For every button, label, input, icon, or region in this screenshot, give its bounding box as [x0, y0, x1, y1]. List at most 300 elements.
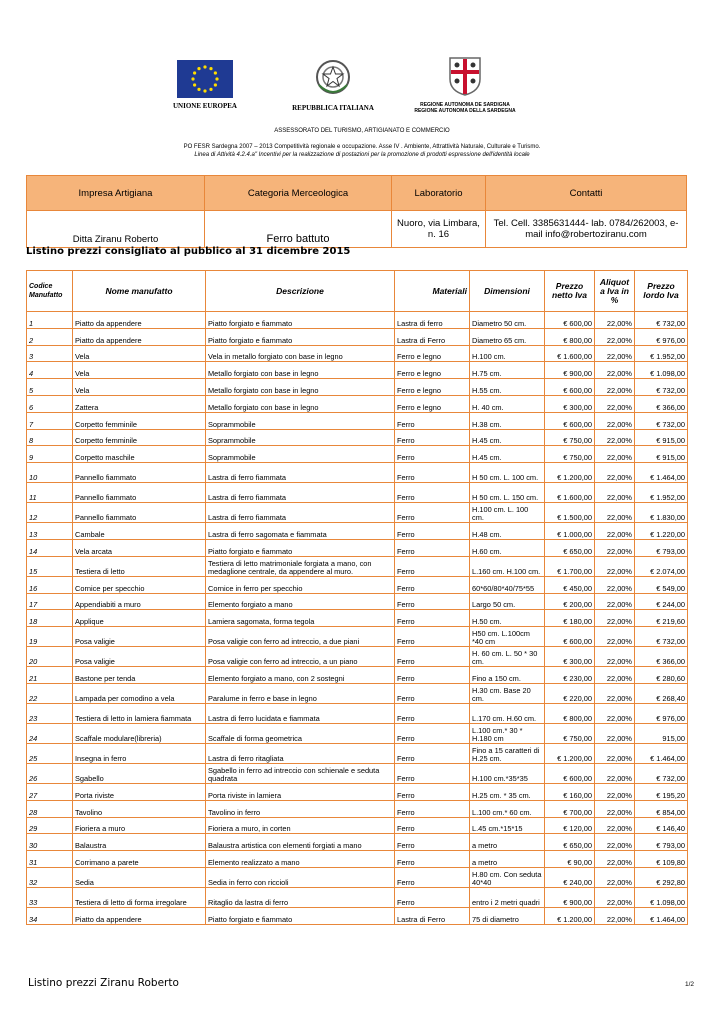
gross-price-cell: € 1.464,00 [635, 743, 688, 763]
name-cell: Balaustra [73, 834, 206, 851]
net-price-cell: € 230,00 [545, 667, 595, 684]
table-row [27, 703, 688, 723]
vat-cell: 22,00% [595, 834, 635, 851]
table-row [27, 328, 688, 345]
vat-cell: 22,00% [595, 667, 635, 684]
dimension-cell: H.75 cm. [470, 362, 545, 379]
code-cell: 14 [27, 539, 73, 556]
name-cell: Tavolino [73, 800, 206, 817]
code-cell: 15 [27, 556, 73, 576]
material-cell: Ferro e legno [395, 379, 470, 396]
dimension-cell: H.48 cm. [470, 523, 545, 540]
linea-line: Linea di Attività 4.2.4.a" Incentivi per la realizzazione di postazioni per la promozione di prodotti espressione dell'identità locale [194, 152, 530, 158]
gross-price-cell: € 2.074,00 [635, 556, 688, 576]
table-row [27, 763, 688, 783]
vat-cell: 22,00% [595, 503, 635, 523]
material-cell: Ferro [395, 703, 470, 723]
col-header: Prezzo lordo Iva [635, 271, 688, 312]
net-price-cell: € 240,00 [545, 867, 595, 887]
name-cell: Piatto da appendere [73, 312, 206, 329]
col-header: Dimensioni [470, 271, 545, 312]
price-table-header [27, 271, 688, 312]
eu-star [209, 88, 212, 91]
name-cell: Sgabello [73, 763, 206, 783]
table-row [27, 723, 688, 743]
dimension-cell: H.100 cm. [470, 345, 545, 362]
vat-cell: 22,00% [595, 379, 635, 396]
vat-cell: 22,00% [595, 907, 635, 924]
code-cell: 21 [27, 667, 73, 684]
vat-cell: 22,00% [595, 429, 635, 446]
material-cell: Ferro [395, 503, 470, 523]
description-cell: Lastra di ferro lucidata e fiammata [206, 703, 395, 723]
name-cell: Sedia [73, 867, 206, 887]
net-price-cell: € 450,00 [545, 576, 595, 593]
col-header: Prezzo netto Iva [545, 271, 595, 312]
code-cell: 24 [27, 723, 73, 743]
net-price-cell: € 120,00 [545, 817, 595, 834]
description-cell: Ritaglio da lastra di ferro [206, 887, 395, 907]
gross-price-cell: € 268,40 [635, 683, 688, 703]
description-cell: Metallo forgiato con base in legno [206, 395, 395, 412]
code-cell: 25 [27, 743, 73, 763]
net-price-cell: € 1.000,00 [545, 523, 595, 540]
dimension-cell: H50 cm. L.100cm *40 cm [470, 627, 545, 647]
table-row [27, 463, 688, 483]
vat-cell: 22,00% [595, 556, 635, 576]
code-cell: 16 [27, 576, 73, 593]
info-header-cell: Categoria Merceologica [205, 176, 392, 211]
vat-cell: 22,00% [595, 647, 635, 667]
col-header: Nome manufatto [73, 271, 206, 312]
col-header: Materiali [395, 271, 470, 312]
material-cell: Ferro [395, 463, 470, 483]
info-impresa: Ditta Ziranu Roberto [27, 211, 205, 248]
price-table [26, 270, 688, 925]
name-cell: Lampada per comodino a vela [73, 683, 206, 703]
name-cell: Cornice per specchio [73, 576, 206, 593]
name-cell: Zattera [73, 395, 206, 412]
info-laboratorio: Nuoro, via Limbara, n. 16 [392, 211, 486, 248]
net-price-cell: € 1.200,00 [545, 907, 595, 924]
net-price-cell: € 650,00 [545, 539, 595, 556]
vat-cell: 22,00% [595, 783, 635, 800]
eu-caption: UNIONE EUROPEA [173, 102, 237, 110]
material-cell: Ferro [395, 834, 470, 851]
dimension-cell: H 50 cm. L. 100 cm. [470, 463, 545, 483]
gross-price-cell: € 793,00 [635, 834, 688, 851]
description-cell: Piatto forgiato e fiammato [206, 328, 395, 345]
description-cell: Piatto forgiato e fiammato [206, 907, 395, 924]
vat-cell: 22,00% [595, 362, 635, 379]
table-row [27, 576, 688, 593]
info-header-row [27, 176, 687, 211]
code-cell: 34 [27, 907, 73, 924]
vat-cell: 22,00% [595, 763, 635, 783]
vat-cell: 22,00% [595, 593, 635, 610]
code-cell: 7 [27, 412, 73, 429]
eu-logo-block [165, 55, 245, 110]
dimension-cell: entro i 2 metri quadri [470, 887, 545, 907]
material-cell: Lastra di Ferro [395, 328, 470, 345]
table-row [27, 395, 688, 412]
material-cell: Ferro [395, 593, 470, 610]
gross-price-cell: € 1.464,00 [635, 907, 688, 924]
dimension-cell: L.100 cm.* 60 cm. [470, 800, 545, 817]
eu-star [203, 89, 206, 92]
material-cell: Ferro [395, 412, 470, 429]
dimension-cell: H.25 cm. * 35 cm. [470, 783, 545, 800]
name-cell: Applique [73, 610, 206, 627]
dimension-cell: H.50 cm. [470, 610, 545, 627]
net-price-cell: € 1.600,00 [545, 483, 595, 503]
code-cell: 23 [27, 703, 73, 723]
description-cell: Testiera di letto matrimoniale forgiata a mano, con medaglione centrale, da appendere al muro. [206, 556, 395, 576]
eu-star [214, 71, 217, 74]
sardegna-caption-2: REGIONE AUTONOMA DELLA SARDEGNA [414, 108, 516, 114]
net-price-cell: € 1.500,00 [545, 503, 595, 523]
name-cell: Pannello fiammato [73, 483, 206, 503]
table-row [27, 362, 688, 379]
vat-cell: 22,00% [595, 483, 635, 503]
name-cell: Scaffale modulare(libreria) [73, 723, 206, 743]
gross-price-cell: € 1.464,00 [635, 463, 688, 483]
net-price-cell: € 600,00 [545, 763, 595, 783]
table-row [27, 817, 688, 834]
code-cell: 4 [27, 362, 73, 379]
gross-price-cell: € 915,00 [635, 446, 688, 463]
it-caption: REPUBBLICA ITALIANA [292, 104, 374, 112]
gross-price-cell: € 195,20 [635, 783, 688, 800]
dimension-cell: L.100 cm.* 30 * H.180 cm [470, 723, 545, 743]
dimension-cell: Diametro 50 cm. [470, 312, 545, 329]
price-list-title: Listino prezzi consigliato al pubblico al 31 dicembre 2015 [26, 246, 351, 257]
description-cell: Metallo forgiato con base in legno [206, 362, 395, 379]
description-cell: Soprammobile [206, 429, 395, 446]
code-cell: 1 [27, 312, 73, 329]
table-row [27, 539, 688, 556]
table-row [27, 483, 688, 503]
code-cell: 27 [27, 783, 73, 800]
description-cell: Sgabello in ferro ad intreccio con schienale e seduta quadrata [206, 763, 395, 783]
code-cell: 12 [27, 503, 73, 523]
gross-price-cell: € 366,00 [635, 395, 688, 412]
vat-cell: 22,00% [595, 446, 635, 463]
dimension-cell: L.170 cm. H.60 cm. [470, 703, 545, 723]
vat-cell: 22,00% [595, 703, 635, 723]
dimension-cell: a metro [470, 851, 545, 868]
gross-price-cell: € 244,00 [635, 593, 688, 610]
material-cell: Ferro e legno [395, 345, 470, 362]
table-row [27, 834, 688, 851]
vat-cell: 22,00% [595, 867, 635, 887]
net-price-cell: € 300,00 [545, 395, 595, 412]
net-price-cell: € 800,00 [545, 703, 595, 723]
dimension-cell: L.45 cm.*15*15 [470, 817, 545, 834]
name-cell: Pannello fiammato [73, 503, 206, 523]
net-price-cell: € 1.200,00 [545, 463, 595, 483]
description-cell: Elemento forgiato a mano [206, 593, 395, 610]
code-cell: 20 [27, 647, 73, 667]
material-cell: Ferro [395, 576, 470, 593]
material-cell: Ferro [395, 523, 470, 540]
description-cell: Fioriera a muro, in corten [206, 817, 395, 834]
description-cell: Vela in metallo forgiato con base in legno [206, 345, 395, 362]
col-header: Aliquot a Iva in % [595, 271, 635, 312]
gross-price-cell: € 915,00 [635, 429, 688, 446]
name-cell: Posa valigie [73, 647, 206, 667]
gross-price-cell: € 1.220,00 [635, 523, 688, 540]
dimension-cell: H.80 cm. Con seduta 40*40 [470, 867, 545, 887]
gross-price-cell: € 366,00 [635, 647, 688, 667]
info-value-row [27, 211, 687, 248]
description-cell: Soprammobile [206, 446, 395, 463]
dimension-cell: Largo 50 cm. [470, 593, 545, 610]
it-logo-block [283, 55, 383, 112]
description-cell: Porta riviste in lamiera [206, 783, 395, 800]
name-cell: Insegna in ferro [73, 743, 206, 763]
gross-price-cell: € 976,00 [635, 703, 688, 723]
description-cell: Piatto forgiato e fiammato [206, 312, 395, 329]
table-row [27, 907, 688, 924]
code-cell: 5 [27, 379, 73, 396]
dimension-cell: H.100 cm.*35*35 [470, 763, 545, 783]
net-price-cell: € 160,00 [545, 783, 595, 800]
dimension-cell: Diametro 65 cm. [470, 328, 545, 345]
eu-star [209, 67, 212, 70]
code-cell: 10 [27, 463, 73, 483]
gross-price-cell: € 732,00 [635, 379, 688, 396]
vat-cell: 22,00% [595, 312, 635, 329]
dimension-cell: H. 60 cm. L. 50 * 30 cm. [470, 647, 545, 667]
code-cell: 28 [27, 800, 73, 817]
net-price-cell: € 600,00 [545, 312, 595, 329]
material-cell: Ferro [395, 723, 470, 743]
gross-price-cell: € 732,00 [635, 763, 688, 783]
gross-price-cell: € 732,00 [635, 412, 688, 429]
table-row [27, 429, 688, 446]
code-cell: 30 [27, 834, 73, 851]
gross-price-cell: € 793,00 [635, 539, 688, 556]
info-header-cell: Laboratorio [392, 176, 486, 211]
info-categoria: Ferro battuto [205, 211, 392, 248]
material-cell: Ferro [395, 483, 470, 503]
description-cell: Sedia in ferro con riccioli [206, 867, 395, 887]
name-cell: Vela [73, 345, 206, 362]
table-row [27, 523, 688, 540]
material-cell: Ferro [395, 743, 470, 763]
name-cell: Pannello fiammato [73, 463, 206, 483]
eu-star [214, 83, 217, 86]
material-cell: Ferro [395, 610, 470, 627]
table-row [27, 887, 688, 907]
eu-star [193, 83, 196, 86]
dimension-cell: H.38 cm. [470, 412, 545, 429]
code-cell: 8 [27, 429, 73, 446]
material-cell: Ferro [395, 556, 470, 576]
info-header-cell: Impresa Artigiana [27, 176, 205, 211]
name-cell: Piatto da appendere [73, 907, 206, 924]
vat-cell: 22,00% [595, 887, 635, 907]
table-row [27, 851, 688, 868]
dimension-cell: Fino a 15 caratteri di H.25 cm. [470, 743, 545, 763]
eu-star [197, 67, 200, 70]
material-cell: Ferro [395, 683, 470, 703]
code-cell: 29 [27, 817, 73, 834]
net-price-cell: € 1.600,00 [545, 345, 595, 362]
net-price-cell: € 800,00 [545, 328, 595, 345]
gross-price-cell: € 109,80 [635, 851, 688, 868]
name-cell: Posa valigie [73, 627, 206, 647]
net-price-cell: € 700,00 [545, 800, 595, 817]
name-cell: Porta riviste [73, 783, 206, 800]
table-row [27, 610, 688, 627]
name-cell: Bastone per tenda [73, 667, 206, 684]
eu-star [191, 77, 194, 80]
page-number: 1/2 [685, 981, 695, 988]
description-cell: Elemento forgiato a mano, con 2 sostegni [206, 667, 395, 684]
description-cell: Balaustra artistica con elementi forgiati a mano [206, 834, 395, 851]
material-cell: Lastra di Ferro [395, 907, 470, 924]
table-row [27, 800, 688, 817]
description-cell: Lastra di ferro fiammata [206, 483, 395, 503]
eu-star [197, 88, 200, 91]
material-cell: Ferro [395, 446, 470, 463]
net-price-cell: € 600,00 [545, 627, 595, 647]
table-row [27, 783, 688, 800]
table-row [27, 667, 688, 684]
col-header: Codice Manufatto [27, 271, 73, 312]
dimension-cell: L.160 cm. H.100 cm. [470, 556, 545, 576]
dimension-cell: 75 di diametro [470, 907, 545, 924]
vat-cell: 22,00% [595, 345, 635, 362]
gross-price-cell: € 146,40 [635, 817, 688, 834]
material-cell: Ferro e legno [395, 395, 470, 412]
description-cell: Posa valigie con ferro ad intreccio, a un piano [206, 647, 395, 667]
material-cell: Ferro [395, 817, 470, 834]
table-row [27, 647, 688, 667]
description-cell: Soprammobile [206, 412, 395, 429]
footer-text: Listino prezzi Ziranu Roberto [28, 977, 179, 989]
vat-cell: 22,00% [595, 412, 635, 429]
name-cell: Corpetto femminile [73, 429, 206, 446]
name-cell: Vela arcata [73, 539, 206, 556]
code-cell: 2 [27, 328, 73, 345]
code-cell: 18 [27, 610, 73, 627]
net-price-cell: € 750,00 [545, 446, 595, 463]
name-cell: Vela [73, 362, 206, 379]
dimension-cell: 60*60/80*40/75*55 [470, 576, 545, 593]
name-cell: Fioriera a muro [73, 817, 206, 834]
net-price-cell: € 600,00 [545, 412, 595, 429]
vat-cell: 22,00% [595, 576, 635, 593]
code-cell: 26 [27, 763, 73, 783]
gross-price-cell: € 549,00 [635, 576, 688, 593]
name-cell: Appendiabiti a muro [73, 593, 206, 610]
net-price-cell: € 650,00 [545, 834, 595, 851]
gross-price-cell: 915,00 [635, 723, 688, 743]
table-row [27, 627, 688, 647]
description-cell: Scaffale di forma geometrica [206, 723, 395, 743]
dimension-cell: H.30 cm. Base 20 cm. [470, 683, 545, 703]
gross-price-cell: € 854,00 [635, 800, 688, 817]
eu-star [215, 77, 218, 80]
dimension-cell: H.60 cm. [470, 539, 545, 556]
material-cell: Ferro [395, 627, 470, 647]
gross-price-cell: € 1.830,00 [635, 503, 688, 523]
table-row [27, 593, 688, 610]
code-cell: 11 [27, 483, 73, 503]
italian-emblem-icon [313, 55, 353, 99]
net-price-cell: € 1.200,00 [545, 743, 595, 763]
material-cell: Ferro [395, 800, 470, 817]
info-header-cell: Contatti [486, 176, 687, 211]
dimension-cell: H 50 cm. L. 150 cm. [470, 483, 545, 503]
code-cell: 3 [27, 345, 73, 362]
info-table [26, 175, 687, 248]
vat-cell: 22,00% [595, 463, 635, 483]
code-cell: 17 [27, 593, 73, 610]
vat-cell: 22,00% [595, 800, 635, 817]
name-cell: Testiera di letto [73, 556, 206, 576]
code-cell: 19 [27, 627, 73, 647]
name-cell: Cambale [73, 523, 206, 540]
sardegna-logo-block [410, 55, 520, 114]
material-cell: Ferro [395, 851, 470, 868]
vat-cell: 22,00% [595, 523, 635, 540]
gross-price-cell: € 1.098,00 [635, 887, 688, 907]
description-cell: Piatto forgiato e fiammato [206, 539, 395, 556]
gross-price-cell: € 1.952,00 [635, 483, 688, 503]
material-cell: Ferro e legno [395, 362, 470, 379]
name-cell: Testiera di letto in lamiera fiammata [73, 703, 206, 723]
gross-price-cell: € 292,80 [635, 867, 688, 887]
net-price-cell: € 600,00 [545, 379, 595, 396]
vat-cell: 22,00% [595, 851, 635, 868]
dimension-cell: H.100 cm. L. 100 cm. [470, 503, 545, 523]
table-row [27, 379, 688, 396]
vat-cell: 22,00% [595, 723, 635, 743]
net-price-cell: € 300,00 [545, 647, 595, 667]
description-cell: Cornice in ferro per specchio [206, 576, 395, 593]
description-cell: Lastra di ferro fiammata [206, 463, 395, 483]
code-cell: 31 [27, 851, 73, 868]
net-price-cell: € 1.700,00 [545, 556, 595, 576]
material-cell: Ferro [395, 647, 470, 667]
table-row [27, 867, 688, 887]
net-price-cell: € 900,00 [545, 887, 595, 907]
net-price-cell: € 900,00 [545, 362, 595, 379]
name-cell: Piatto da appendere [73, 328, 206, 345]
code-cell: 22 [27, 683, 73, 703]
code-cell: 6 [27, 395, 73, 412]
gross-price-cell: € 280,60 [635, 667, 688, 684]
gross-price-cell: € 732,00 [635, 312, 688, 329]
gross-price-cell: € 1.952,00 [635, 345, 688, 362]
gross-price-cell: € 1.098,00 [635, 362, 688, 379]
table-row [27, 345, 688, 362]
col-header: Descrizione [206, 271, 395, 312]
sardinia-shield-icon [447, 55, 483, 97]
description-cell: Elemento realizzato a mano [206, 851, 395, 868]
eu-star [203, 65, 206, 68]
table-row [27, 312, 688, 329]
dimension-cell: H.55 cm. [470, 379, 545, 396]
po-fesr-line: PO FESR Sardegna 2007 – 2013 Competitività regionale e occupazione. Asse IV . Ambiente, Attrattività Naturale, Culturale e Turismo. [183, 144, 541, 150]
vat-cell: 22,00% [595, 743, 635, 763]
net-price-cell: € 200,00 [545, 593, 595, 610]
sardegna-caption-1: REGIONE AUTONOMA DE SARDIGNA [420, 102, 510, 108]
